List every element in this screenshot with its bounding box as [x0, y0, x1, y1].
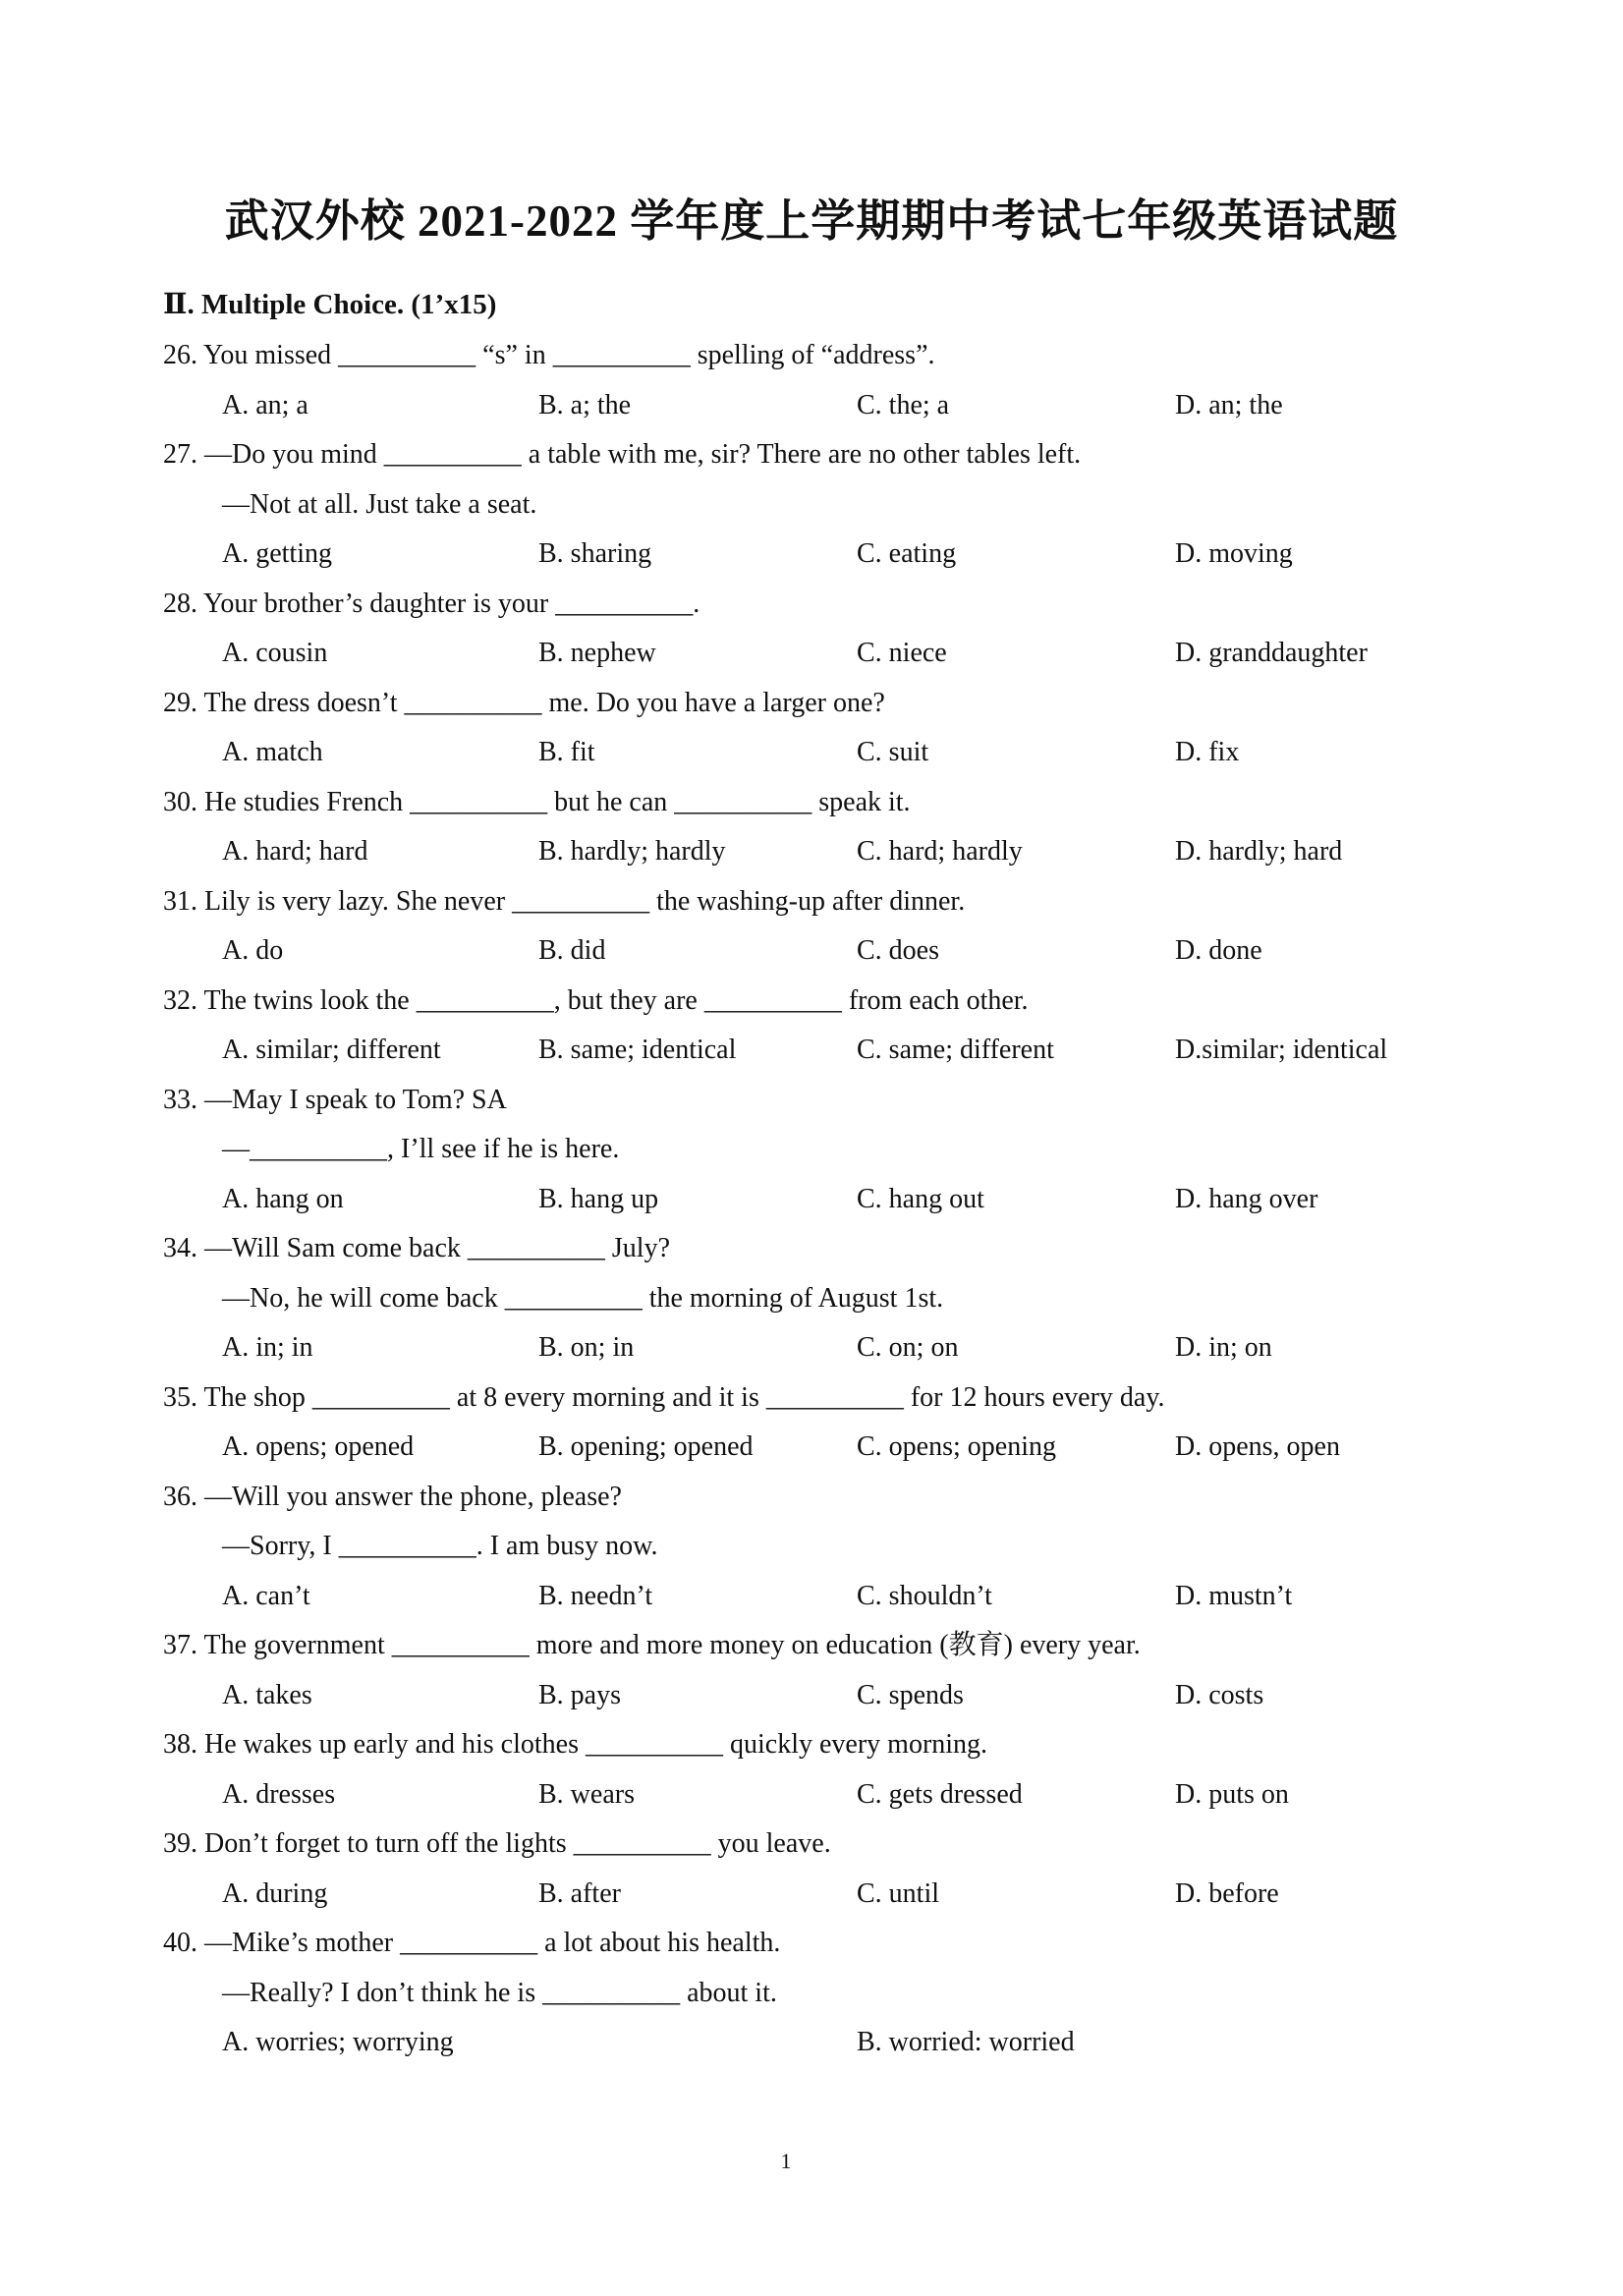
answer-option: C. spends	[857, 1680, 964, 1710]
question-stem: 39. Don’t forget to turn off the lights __________ you leave.	[163, 1828, 831, 1859]
answer-option: D. hang over	[1175, 1184, 1318, 1214]
question-stem: 32. The twins look the __________, but they are __________ from each other.	[163, 985, 1029, 1016]
answer-option: B. worried: worried	[857, 2027, 1075, 2057]
answer-option: A. hang on	[222, 1184, 344, 1214]
answer-option: D. opens, open	[1175, 1431, 1340, 1462]
answer-option: C. hard; hardly	[857, 836, 1023, 867]
answer-option: C. does	[857, 935, 939, 966]
answer-option: D. mustn’t	[1175, 1581, 1293, 1611]
question-stem: 38. He wakes up early and his clothes __________ quickly every morning.	[163, 1729, 988, 1760]
answer-option: B. after	[538, 1878, 621, 1909]
answer-option: D. fix	[1175, 737, 1240, 767]
answer-option: A. getting	[222, 538, 332, 569]
answer-option: D. moving	[1175, 538, 1293, 569]
page-number: 1	[780, 2149, 792, 2173]
answer-option: D. granddaughter	[1175, 638, 1368, 668]
question-stem: 35. The shop __________ at 8 every morning and it is __________ for 12 hours every day.	[163, 1382, 1165, 1413]
answer-option: C. on; on	[857, 1332, 959, 1363]
answer-option: A. hard; hard	[222, 836, 368, 867]
answer-option: A. dresses	[222, 1779, 336, 1810]
question-stem: 34. —Will Sam come back __________ July?	[163, 1233, 671, 1263]
answer-option: D. costs	[1175, 1680, 1264, 1710]
answer-option: C. gets dressed	[857, 1779, 1023, 1810]
answer-option: D. puts on	[1175, 1779, 1289, 1810]
answer-option: A. worries; worrying	[222, 2027, 454, 2057]
question-stem: 28. Your brother’s daughter is your __________.	[163, 588, 700, 619]
answer-option: D.similar; identical	[1175, 1035, 1388, 1065]
answer-option: A. do	[222, 935, 284, 966]
answer-option: B. needn’t	[538, 1581, 653, 1611]
question-stem: 37. The government __________ more and more money on education (教育) every year.	[163, 1630, 1141, 1660]
section-heading: Ⅱ. Multiple Choice. (1’x15)	[163, 289, 497, 320]
question-stem: 27. —Do you mind __________ a table with me, sir? There are no other tables left.	[163, 439, 1082, 470]
answer-option: B. hardly; hardly	[538, 836, 726, 867]
answer-option: D. before	[1175, 1878, 1279, 1909]
answer-option: B. fit	[538, 737, 595, 767]
answer-option: C. shouldn’t	[857, 1581, 992, 1611]
answer-option: B. sharing	[538, 538, 652, 569]
answer-option: D. hardly; hard	[1175, 836, 1343, 867]
question-stem: 29. The dress doesn’t __________ me. Do you have a larger one?	[163, 688, 885, 718]
document-title: 武汉外校 2021-2022 学年度上学期期中考试七年级英语试题	[224, 196, 1399, 246]
answer-option: B. a; the	[538, 390, 632, 420]
question-dialogue-line: —Really? I don’t think he is __________ about it.	[222, 1978, 777, 2008]
answer-option: C. same; different	[857, 1035, 1054, 1065]
answer-option: A. match	[222, 737, 323, 767]
answer-option: A. takes	[222, 1680, 312, 1710]
answer-option: B. opening; opened	[538, 1431, 754, 1462]
answer-option: B. on; in	[538, 1332, 635, 1363]
answer-option: A. similar; different	[222, 1035, 441, 1065]
answer-option: A. an; a	[222, 390, 308, 420]
answer-option: B. did	[538, 935, 606, 966]
question-stem: 26. You missed __________ “s” in __________ spelling of “address”.	[163, 340, 935, 370]
answer-option: C. the; a	[857, 390, 950, 420]
answer-option: A. during	[222, 1878, 328, 1909]
question-stem: 40. —Mike’s mother __________ a lot about his health.	[163, 1928, 781, 1958]
answer-option: D. in; on	[1175, 1332, 1272, 1363]
answer-option: B. nephew	[538, 638, 656, 668]
answer-option: B. hang up	[538, 1184, 659, 1214]
question-dialogue-line: —__________, I’ll see if he is here.	[222, 1134, 620, 1164]
question-stem: 31. Lily is very lazy. She never __________ the washing-up after dinner.	[163, 886, 966, 917]
answer-option: C. opens; opening	[857, 1431, 1056, 1462]
question-dialogue-line: —Not at all. Just take a seat.	[222, 489, 537, 520]
answer-option: B. pays	[538, 1680, 621, 1710]
answer-option: D. done	[1175, 935, 1262, 966]
question-stem: 33. —May I speak to Tom? SA	[163, 1085, 507, 1115]
answer-option: C. until	[857, 1878, 940, 1909]
answer-option: B. wears	[538, 1779, 635, 1810]
answer-option: A. cousin	[222, 638, 328, 668]
answer-option: C. suit	[857, 737, 929, 767]
answer-option: A. opens; opened	[222, 1431, 415, 1462]
answer-option: A. in; in	[222, 1332, 313, 1363]
answer-option: D. an; the	[1175, 390, 1283, 420]
answer-option: B. same; identical	[538, 1035, 737, 1065]
question-dialogue-line: —Sorry, I __________. I am busy now.	[222, 1531, 658, 1561]
answer-option: C. eating	[857, 538, 957, 569]
answer-option: C. niece	[857, 638, 947, 668]
question-stem: 30. He studies French __________ but he can __________ speak it.	[163, 787, 911, 817]
answer-option: C. hang out	[857, 1184, 984, 1214]
question-dialogue-line: —No, he will come back __________ the morning of August 1st.	[222, 1283, 944, 1314]
answer-option: A. can’t	[222, 1581, 310, 1611]
question-stem: 36. —Will you answer the phone, please?	[163, 1482, 622, 1512]
